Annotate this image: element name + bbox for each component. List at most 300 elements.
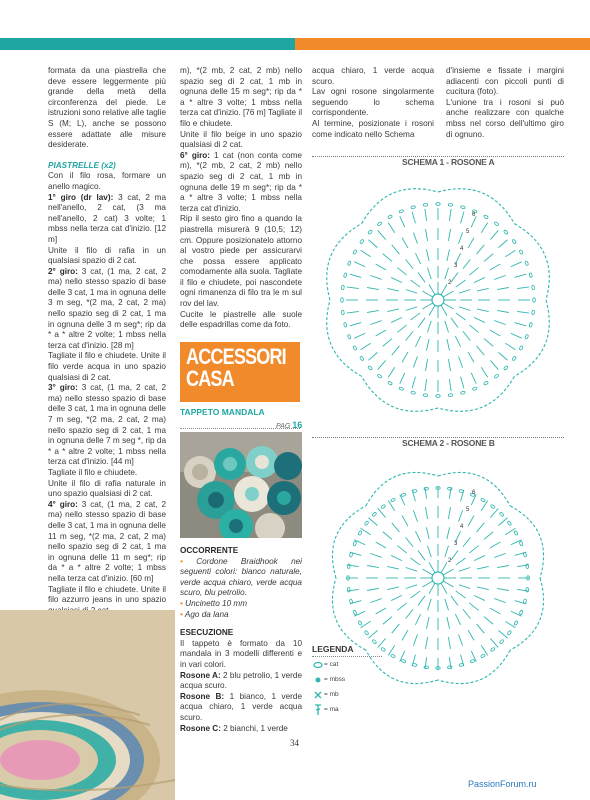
round-number: 3 <box>454 263 458 269</box>
stitch-mark <box>445 268 449 279</box>
stitch-mark <box>392 346 400 355</box>
round-number: 5 <box>466 229 470 235</box>
round-1 <box>48 193 166 246</box>
chain-stitch <box>523 552 527 557</box>
round-4 <box>48 500 166 585</box>
rosone-b <box>180 692 302 724</box>
chain-stitch <box>423 394 428 397</box>
chain-stitch <box>341 310 344 315</box>
stitch-mark <box>455 614 460 625</box>
schema-2-title: SCHEMA 2 - ROSONE B <box>402 438 495 448</box>
stitch-mark <box>459 567 470 571</box>
rosone-a <box>180 671 302 692</box>
stitch-mark <box>511 262 522 267</box>
page-ref-label: PAG <box>276 423 291 430</box>
stitch-mark <box>418 550 425 560</box>
chain-stitch <box>519 610 523 615</box>
materials-text: Uncinetto 10 mm <box>185 598 248 608</box>
stitch-mark <box>415 614 420 625</box>
chain-stitch <box>424 487 429 490</box>
legend-item <box>312 702 382 717</box>
stitch-mark <box>361 343 371 349</box>
divider <box>180 428 300 429</box>
intro-paragraph: formata da una piastrella che deve essere leggermente più grande della metà della circonferenza del piede. Le istruzioni sono relative alle taglie S (M; L), anche se possono essere adattate alle misure desiderate. <box>48 66 166 150</box>
stitch-mark <box>443 303 453 309</box>
paragraph: L'unione tra i rosoni si può anche realizzare con qualche mbss nel corso dell'ultimo giro di ognuno. <box>446 97 564 139</box>
round-3 <box>48 383 166 468</box>
stitch-mark <box>402 630 408 640</box>
stitch-mark <box>370 553 381 557</box>
chain-stitch <box>341 285 344 290</box>
round-text: 3 cat, (1 ma, 2 cat, 2 ma) nello stesso spazio di base delle 3 cat, 1 ma in ognuna delle 7 m seg, *(2 ma, 2 cat, 2 ma) nello spazio seg di 2 cat, 1 ma in ognuna delle 7 m seg *, rip da * a * altre 2 volte; 1 mbss nella terza cat d'inizio. [44 m] <box>48 383 167 467</box>
chain-stitch <box>364 630 369 635</box>
scallop-edge <box>510 506 543 578</box>
stitch-mark <box>459 289 470 293</box>
chain-stitch <box>364 521 369 526</box>
chain-stitch <box>499 639 504 644</box>
stitch-mark <box>367 565 379 567</box>
chain-stitch <box>377 374 382 379</box>
stitch-mark <box>505 621 515 627</box>
stitch-mark <box>468 352 474 362</box>
stitch-mark <box>490 638 498 647</box>
stitch-mark <box>477 624 485 633</box>
stitch-mark <box>497 310 509 312</box>
stitch-mark <box>449 379 451 391</box>
stitch-mark <box>425 657 427 669</box>
stitch-mark <box>469 268 478 275</box>
round-label: 2° giro: <box>48 266 78 276</box>
schema-1-title: SCHEMA 1 - ROSONE A <box>402 157 495 167</box>
legend-title: LEGENDA <box>312 644 382 657</box>
round-number: 4 <box>460 524 464 530</box>
stitch-mark <box>429 562 435 572</box>
stitch-mark <box>497 565 509 567</box>
scallop-edge <box>332 506 365 578</box>
stitch-mark <box>498 630 507 638</box>
stitch-mark <box>441 583 447 593</box>
stitch-mark <box>413 232 417 243</box>
stitch-mark <box>441 284 447 294</box>
chain-stitch <box>343 322 347 327</box>
stitch-mark <box>415 253 420 264</box>
stitch-mark <box>410 280 420 287</box>
chain-stitch <box>490 647 495 652</box>
materials-item <box>180 599 302 610</box>
legend-item <box>312 687 382 702</box>
stitch-mark <box>490 330 500 336</box>
stitch-mark <box>448 229 450 241</box>
chain-stitch <box>368 365 373 370</box>
stitch-mark <box>415 336 420 347</box>
stitch-mark <box>397 268 406 275</box>
stitch-mark <box>456 313 466 320</box>
bullet-icon: • <box>180 609 183 619</box>
stitch-mark <box>469 325 478 332</box>
chain-stitch <box>387 215 392 219</box>
stitch-mark <box>368 240 377 248</box>
stitch-mark <box>427 321 431 332</box>
stitch-mark <box>418 596 425 606</box>
chain-stitch <box>401 659 406 663</box>
round-label: 4° giro: <box>48 499 78 509</box>
chain-stitch <box>529 273 533 278</box>
stitch-mark <box>490 230 498 239</box>
stitch-mark <box>388 223 394 233</box>
stitch-mark <box>456 591 466 598</box>
chain-stitch <box>343 273 347 278</box>
materials-item <box>180 610 302 621</box>
chain-stitch <box>514 530 518 535</box>
stitch-mark <box>459 634 463 645</box>
chain-stitch <box>532 285 535 290</box>
stitch-mark <box>481 645 487 655</box>
stitch-mark <box>378 508 386 517</box>
stitch-mark <box>515 323 527 326</box>
stitch-mark <box>505 528 515 534</box>
chain-stitch <box>499 512 504 517</box>
stitch-mark <box>391 317 402 322</box>
stitch-mark <box>376 264 386 270</box>
stitch-mark <box>443 569 453 575</box>
stitch-mark <box>388 367 394 377</box>
stitch-mark <box>456 280 466 287</box>
round-label: 1° giro (dr lav): <box>48 192 114 202</box>
stitch-mark <box>456 558 466 565</box>
stitch-mark <box>361 250 371 256</box>
chain-stitch <box>347 261 351 266</box>
stitch-mark <box>461 377 464 389</box>
stitch-mark <box>451 596 458 606</box>
stitch-mark <box>426 249 429 261</box>
stitch-mark <box>376 608 386 614</box>
stitch-mark <box>441 305 447 315</box>
chain-stitch <box>512 239 517 244</box>
stitch-mark <box>406 307 417 311</box>
chain-stitch <box>359 356 364 361</box>
stitch-mark <box>449 487 451 499</box>
chain-stitch <box>390 654 395 658</box>
chain-stitch <box>494 221 499 226</box>
chain-stitch <box>480 498 485 502</box>
stitch-mark <box>447 339 450 351</box>
stitch-mark <box>410 558 420 565</box>
stitch-mark <box>445 321 449 332</box>
chain-stitch <box>372 512 377 517</box>
round-number: 5 <box>466 507 470 513</box>
chain-stitch <box>490 504 495 509</box>
stitch-mark <box>469 546 478 553</box>
chain-stitch <box>401 493 406 497</box>
stitch-mark <box>425 229 427 241</box>
chain-stitch <box>525 334 529 339</box>
stitch-mark <box>463 259 470 268</box>
stitch-mark <box>477 566 489 569</box>
stitch-mark <box>477 523 485 532</box>
stitch-mark <box>406 609 413 618</box>
chain-stitch <box>353 610 357 615</box>
chain-stitch <box>353 345 357 350</box>
chain-stitch <box>503 230 508 235</box>
chain-stitch <box>532 310 535 315</box>
scallop-edge <box>510 578 543 650</box>
stitch-mark <box>376 542 386 548</box>
stitch-mark <box>451 318 458 328</box>
chain-stitch <box>507 630 512 635</box>
stitch-mark <box>397 546 406 553</box>
paragraph: acqua chiaro, 1 verde acqua scuro. <box>312 66 434 86</box>
paragraph: Rip il sesto giro fino a quando la piastrella misurerà 9 (10,5; 12) cm. Oppure posizionatelo attorno al vostro piede per assicurarvi che possa essere applicato comodamente alla suola. Tagliate il filo e chiudete, poi nascondete ogni rimanenza di filo tra le m sul rov del lav. <box>180 214 302 309</box>
legend-label: = cat <box>324 661 339 668</box>
stitch-mark <box>498 240 507 248</box>
chain-stitch <box>341 298 344 302</box>
stitch-mark <box>422 303 432 309</box>
stitch-mark <box>468 238 474 248</box>
stitch-mark <box>497 287 509 289</box>
rosone-text: 1 bianco, 1 verde acqua chiaro, 1 verde acqua scuro. <box>180 691 303 722</box>
chain-stitch <box>411 205 416 209</box>
legend-item <box>312 657 382 672</box>
stitch-mark <box>443 291 453 297</box>
stitch-mark <box>484 532 493 540</box>
chain-stitch <box>529 322 533 327</box>
stitch-mark <box>468 516 474 526</box>
stitch-mark <box>451 272 458 282</box>
text-column-1 <box>48 66 166 627</box>
stitch-mark <box>422 291 432 297</box>
stitch-mark <box>422 569 432 575</box>
espadrillas-photo <box>0 610 175 800</box>
chain-stitch <box>424 666 429 669</box>
round-text: 3 cat, 2 ma nell'anello, 2 cat, (3 ma nell'anello, 2 cat) 3 volte; 1 mbss nella terza cat d'inizio. [12 m] <box>48 192 166 244</box>
stitch-mark <box>445 599 449 610</box>
stitch-mark <box>497 588 509 590</box>
paragraph: Tagliate il filo e chiudete. Unite il filo verde acqua in uno spazio qualsiasi di 2 cat. <box>48 351 166 382</box>
stitch-mark <box>471 373 476 384</box>
chain-stitch <box>347 587 350 592</box>
rosone-text: 2 blu petrolio, 1 verde acqua scuro. <box>180 670 303 691</box>
stitch-mark <box>474 555 485 560</box>
stitch-mark <box>410 313 420 320</box>
stitch-mark <box>515 274 527 277</box>
stitch-mark <box>505 343 515 349</box>
crochet-chart-rosone-a <box>312 168 564 430</box>
page-number: 34 <box>290 738 299 748</box>
round-number: 6 <box>472 212 476 218</box>
section-banner <box>180 342 300 402</box>
stitch-mark <box>406 259 413 268</box>
stitch-mark <box>347 589 359 591</box>
chain-stitch <box>448 203 453 206</box>
round-6 <box>180 151 302 215</box>
legend-label: = mbss <box>324 676 346 683</box>
stitch-mark <box>455 336 460 347</box>
stitch-mark <box>412 212 415 224</box>
stitch-mark <box>484 339 493 347</box>
stitch-mark <box>406 331 413 340</box>
stitch-mark <box>392 624 400 633</box>
paragraph: Il tappeto è formato da 10 mandala in 3 modelli differenti e in vari colori. <box>180 638 302 669</box>
paragraph: Unite il filo beige in uno spazio qualsiasi di 2 cat. <box>180 129 302 150</box>
stitch-mark <box>378 360 386 369</box>
chain-stitch <box>460 391 465 395</box>
stitch-mark <box>474 317 485 322</box>
paragraph: Cucite le piastrelle alle suole delle espadrillas come da foto. <box>180 309 302 330</box>
chain-stitch-icon <box>312 661 324 669</box>
paragraph: m), *(2 mb, 2 cat, 2 mb) nello spazio seg di 2 cat, 1 mb in ognuna delle 15 m seg*; rip da * a * altre 3 volte; 1 mbss nella terza cat d'inizio. [76 m] Tagliate il filo e chiudete. <box>180 66 303 128</box>
legend <box>312 644 382 717</box>
scallop-edge <box>332 578 365 650</box>
stitch-mark <box>459 356 463 367</box>
stitch-mark <box>367 287 379 289</box>
stitch-mark <box>484 617 493 625</box>
rug-photo-illustration <box>180 432 302 538</box>
esecuzione-heading: ESECUZIONE <box>180 628 234 638</box>
stitch-mark <box>376 330 386 336</box>
stitch-mark <box>449 209 451 221</box>
stitch-mark <box>387 309 399 312</box>
stitch-mark <box>448 507 450 519</box>
chain-stitch <box>533 298 536 302</box>
chain-stitch <box>381 504 386 509</box>
section-title <box>186 344 286 391</box>
occorrente-heading: OCCORRENTE <box>180 546 239 555</box>
chain-stitch <box>399 387 404 391</box>
stitch-mark <box>429 284 435 294</box>
round-label: 6° giro: <box>180 150 211 160</box>
stitch-mark <box>517 589 529 591</box>
chain-stitch <box>347 334 351 339</box>
chain-stitch <box>494 374 499 379</box>
stitch-mark <box>463 609 470 618</box>
stitch-mark <box>378 230 386 239</box>
stitch-mark <box>447 249 450 261</box>
materials-text: Cordone Braidhook nei seguenti colori: bianco naturale, verde acqua chiaro, verde acqua scuro, blu petrolio. <box>180 556 302 598</box>
stitch-mark <box>459 232 463 243</box>
chain-stitch <box>514 620 518 625</box>
stitch-mark <box>392 245 400 254</box>
stitch-mark <box>448 359 450 371</box>
chain-stitch <box>526 587 529 592</box>
stitch-mark <box>425 637 427 649</box>
stitch-mark <box>429 305 435 315</box>
stitch-mark <box>391 595 402 600</box>
paragraph: Tagliate il filo e chiudete. <box>48 467 138 477</box>
stitch-mark <box>469 603 478 610</box>
chain-stitch <box>483 381 488 385</box>
stitch-mark <box>494 275 505 279</box>
stitch-mark <box>406 585 417 589</box>
round-number: 2 <box>448 280 452 286</box>
stitch-mark <box>413 634 417 645</box>
stitch-mark <box>477 346 485 355</box>
chain-stitch <box>503 365 508 370</box>
round-text: 3 cat, (1 ma, 2 cat, 2 ma) nello stesso spazio di base delle 3 cat, 1 ma in ognuna delle 11 m seg, *(2 ma, 2 cat, 2 ma) nello spazio seg di 2 cat, 1 ma in ognuna delle 11 m seg*; rip da * a * altre 2 volte; 1 mbss nella terza cat d'inizio. [60 m] <box>48 499 167 583</box>
stitch-mark <box>447 527 450 539</box>
stitch-mark <box>400 373 405 384</box>
chain-stitch <box>483 215 488 219</box>
stitch-mark <box>387 587 399 590</box>
stitch-mark <box>463 331 470 340</box>
chain-stitch <box>412 663 417 667</box>
stitch-mark <box>449 657 451 669</box>
scallop-edge <box>366 472 438 505</box>
stitch-mark <box>425 359 427 371</box>
stitch-mark <box>498 352 507 360</box>
stitch-mark <box>368 518 377 526</box>
materials-item <box>180 557 302 599</box>
paragraph: Con il filo rosa, formare un anello magico. <box>48 171 166 191</box>
stitch-mark <box>443 581 453 587</box>
section-title-text: ACCESSORI CASA <box>186 344 286 391</box>
stitch-mark <box>347 287 359 289</box>
round-label: 3° giro: <box>48 383 78 393</box>
watermark: PassionForum.ru <box>468 779 537 789</box>
stitch-mark <box>406 537 413 546</box>
bullet-icon: • <box>180 556 183 566</box>
double-crochet-icon <box>312 704 324 716</box>
stitch-mark <box>383 617 392 625</box>
stitch-mark <box>402 516 408 526</box>
stitch-mark <box>388 501 394 511</box>
stitch-mark <box>413 356 417 367</box>
stitch-mark <box>477 587 489 590</box>
page-ref-number: 16 <box>292 420 303 430</box>
stitch-mark <box>391 555 402 560</box>
stitch-mark <box>361 621 371 627</box>
chain-stitch <box>448 394 453 397</box>
stitch-mark <box>425 507 427 519</box>
stitch-mark <box>451 550 458 560</box>
stitch-mark <box>418 318 425 328</box>
stitch-mark <box>490 360 498 369</box>
stitch-mark <box>517 565 529 567</box>
stitch-mark <box>459 307 470 311</box>
chain-stitch <box>459 663 464 667</box>
stitch-mark <box>426 617 429 629</box>
stitch-mark <box>354 333 365 338</box>
rosone-label: Rosone B: <box>180 691 225 701</box>
chain-stitch <box>349 552 353 557</box>
stitch-mark <box>498 518 507 526</box>
center-ring <box>432 294 444 306</box>
paragraph: d'insieme e fissate i margini adiacenti con piccoli punti di cucitura (foto). <box>446 66 564 97</box>
stitch-mark <box>418 272 425 282</box>
stitch-mark <box>413 510 417 521</box>
chain-stitch <box>368 230 373 235</box>
stitch-mark <box>426 339 429 351</box>
chain-stitch <box>390 498 395 502</box>
chain-stitch <box>436 395 440 398</box>
chain-stitch <box>358 530 362 535</box>
stitch-mark <box>425 487 427 499</box>
stitch-mark <box>410 591 420 598</box>
chain-stitch <box>480 654 485 658</box>
section-heading-piastrelle: PIASTRELLE (x2) <box>48 160 116 170</box>
chain-stitch <box>519 345 523 350</box>
stitch-mark <box>490 608 500 614</box>
stitch-mark <box>415 531 420 542</box>
chain-stitch <box>349 599 353 604</box>
chain-stitch <box>472 387 477 391</box>
chain-stitch <box>460 205 465 209</box>
text-column-4 <box>446 66 564 140</box>
stitch-mark <box>490 264 500 270</box>
chain-stitch <box>347 564 350 569</box>
stitch-mark <box>392 523 400 532</box>
stitch-mark <box>354 262 365 267</box>
round-number: 4 <box>460 246 464 252</box>
